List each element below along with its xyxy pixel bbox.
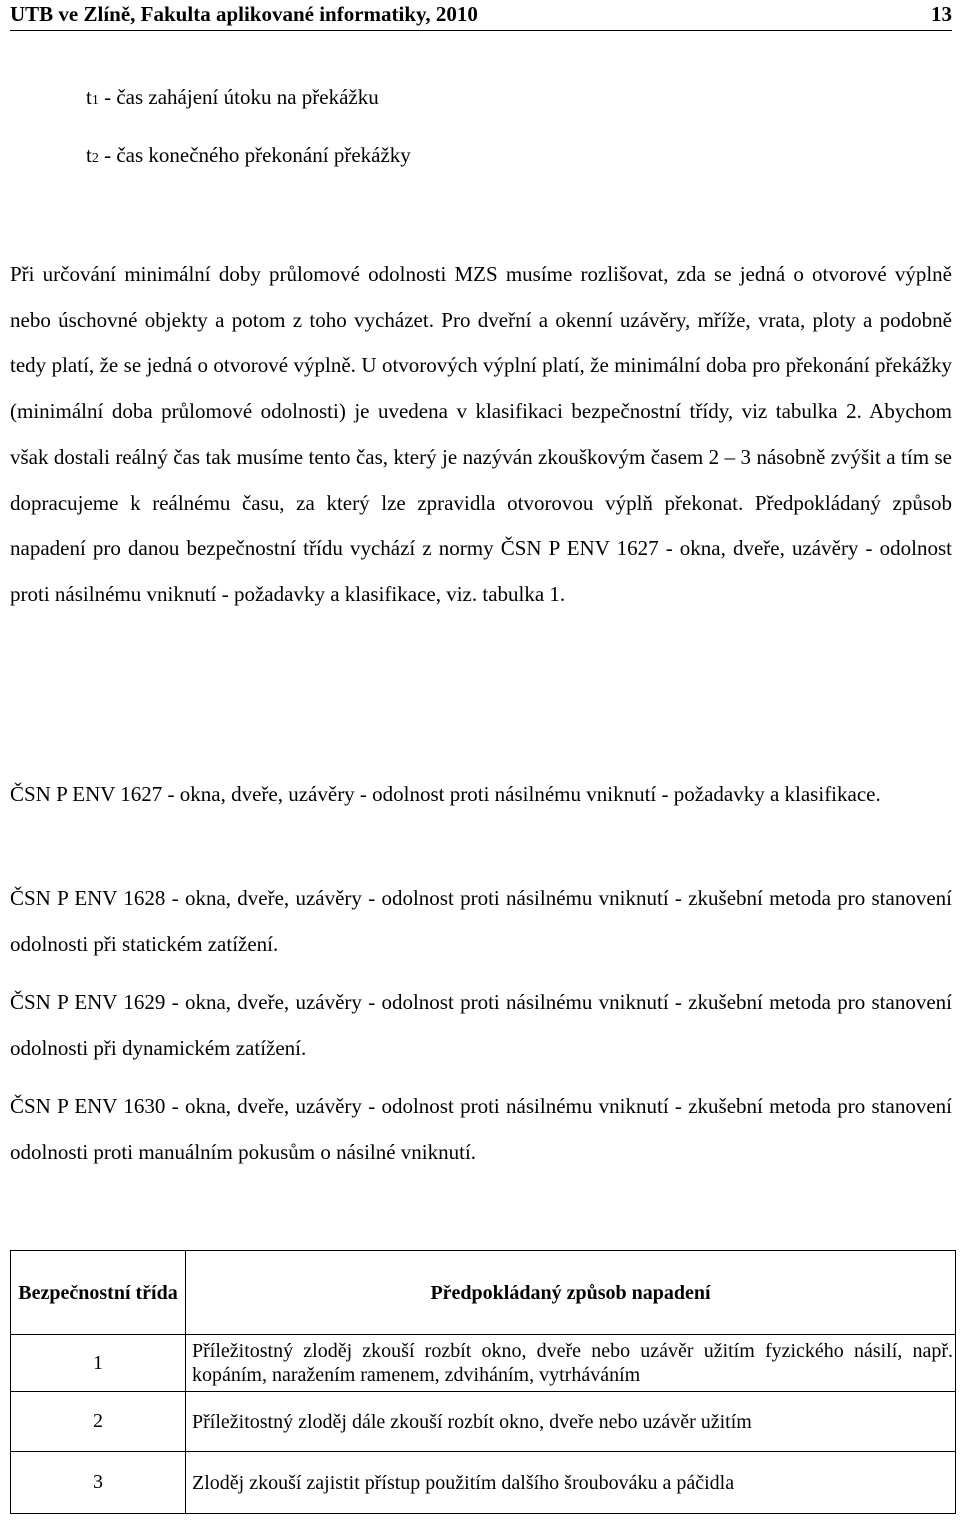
norm-reference: ČSN P ENV 1627 - okna, dveře, uzávěry - odolnost proti násilnému vniknutí - požadavky a klasifikace. (10, 782, 881, 806)
page-number: 13 (931, 2, 952, 26)
table-cell-class: 2 (11, 1392, 186, 1452)
body-paragraph: Při určování minimální doby průlomové odolnosti MZS musíme rozlišovat, zda se jedná o otvorové výplně nebo úschovné objekty a potom z toho vycházet. Pro dveřní a okenní uzávěry, mříže, vrata, ploty a podobně tedy platí, že se jedná o otvorové výplně. U otvorových výplní platí, že minimální doba pro překonání překážky (minimální doba průlomové odolnosti) je uvedena v klasifikaci bezpečnostní třídy, viz tabulka 2. Abychom však dostali reálný čas tak musíme tento čas, který je nazýván zkouškovým časem 2 – 3 násobně zvýšit a tím se dopracujeme k reálnému času, za který lze zpravidla otvorovou výplň překonat. Předpokládaný způsob napadení pro danou bezpečnostní třídu vychází z normy ČSN P ENV 1627 - okna, dveře, uzávěry - odolnost proti násilnému vniknutí - požadavky a klasifikace, viz. tabulka 1. (10, 262, 952, 606)
norm-reference: ČSN P ENV 1629 - okna, dveře, uzávěry - odolnost proti násilnému vniknutí - zkušební metoda pro stanovení odolnosti při dynamickém zatížení. (10, 990, 952, 1060)
definition-item (86, 82, 411, 140)
table-row (11, 1335, 956, 1392)
table-header-row (11, 1251, 956, 1335)
table-cell-class: 3 (11, 1452, 186, 1514)
definition-index: 1 (91, 93, 99, 108)
norm-reference: ČSN P ENV 1630 - okna, dveře, uzávěry - odolnost proti násilnému vniknutí - zkušební metoda pro stanovení odolnosti proti manuálním pokusům o násilné vniknutí. (10, 1094, 952, 1164)
table-row (11, 1452, 956, 1514)
definition-symbol: t (86, 143, 92, 167)
definition-symbol: t (86, 85, 92, 109)
definitions-list (86, 82, 411, 198)
table-cell-description: Zloděj zkouší zajistit přístup použitím dalšího šroubováku a páčidla (186, 1452, 956, 1514)
table-cell-description: Příležitostný zloděj zkouší rozbít okno, dveře nebo uzávěr užitím fyzického násilí, např. kopáním, naražením ramenem, zdviháním, vytrháváním (186, 1335, 956, 1392)
table-row (11, 1392, 956, 1452)
definition-text: - čas zahájení útoku na překážku (98, 85, 379, 109)
definition-item (86, 140, 411, 198)
definition-index: 2 (91, 151, 99, 166)
table-cell-class: 1 (11, 1335, 186, 1392)
table-cell-description: Příležitostný zloděj dále zkouší rozbít okno, dveře nebo uzávěr užitím (186, 1392, 956, 1452)
definition-text: - čas konečného překonání překážky (98, 143, 411, 167)
header-title: UTB ve Zlíně, Fakulta aplikované informatiky, 2010 (10, 2, 478, 26)
table-header-class: Bezpečnostní třída (11, 1251, 186, 1335)
page-header (10, 0, 952, 31)
table-header-attack: Předpokládaný způsob napadení (186, 1251, 956, 1335)
security-class-table (10, 1250, 956, 1514)
norm-reference: ČSN P ENV 1628 - okna, dveře, uzávěry - odolnost proti násilnému vniknutí - zkušební metoda pro stanovení odolnosti při statickém zatížení. (10, 886, 952, 956)
